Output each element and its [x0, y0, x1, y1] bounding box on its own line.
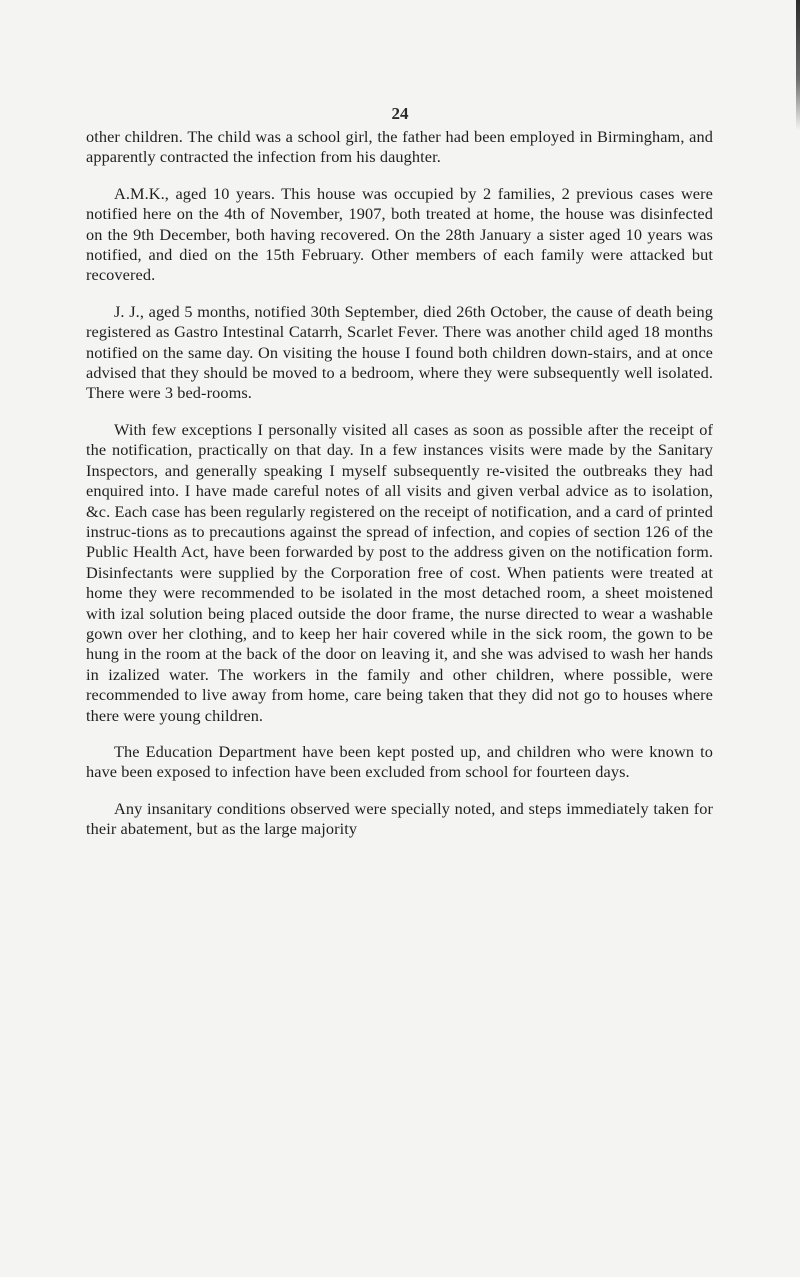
paragraph-insanitary: Any insanitary conditions observed were specially noted, and steps immediately taken for their abatement, but as the large majority	[86, 798, 713, 839]
paragraph-case-amk: A.M.K., aged 10 years. This house was occupied by 2 families, 2 previous cases were notified here on the 4th of November, 1907, both treated at home, the house was disinfected on the 9th December, both having recovered. On the 28th January a sister aged 10 years was notified, and died on the 15th February. Other members of each family were attacked but recovered.	[86, 183, 713, 285]
page-number: 24	[391, 104, 409, 123]
paragraph-case-jj: J. J., aged 5 months, notified 30th September, died 26th October, the cause of death being registered as Gastro Intestinal Catarrh, Scarlet Fever. There was another child aged 18 months notified on the same day. On visiting the house I found both children down-stairs, and at once advised that they should be moved to a bedroom, where they were subsequently well isolated. There were 3 bed-rooms.	[86, 301, 713, 403]
paragraph-education: The Education Department have been kept posted up, and children who were known to have been exposed to infection have been excluded from school for fourteen days.	[86, 741, 713, 782]
paragraph-continuation: other children. The child was a school girl, the father had been employed in Birmingham, and apparently contracted the infection from his daughter.	[86, 127, 713, 167]
paragraph-visits: With few exceptions I personally visited all cases as soon as possible after the receipt of the notification, practically on that day. In a few instances visits were made by the Sanitary Inspectors, and generally speaking I myself subsequently re-visited the outbreaks they had enquired into. I have made careful notes of all visits and given verbal advice as to isolation, &c. Each case has been regularly registered on the receipt of notification, and a card of printed instruc-tions as to precautions against the spread of infection, and copies of section 126 of the Public Health Act, have been forwarded by post to the address given on the notification form. Disinfectants were supplied by the Corporation free of cost. When patients were treated at home they were recommended to be isolated in the most detached room, a sheet moistened with izal solution being placed outside the door frame, the nurse directed to wear a washable gown over her clothing, and to keep her hair covered while in the sick room, the gown to be hung in the room at the back of the door on leaving it, and she was advised to wash her hands in izalized water. The workers in the family and other children, where possible, were recommended to live away from home, care being taken that they did not go to houses where there were young children.	[86, 419, 713, 725]
body-text	[86, 127, 713, 840]
